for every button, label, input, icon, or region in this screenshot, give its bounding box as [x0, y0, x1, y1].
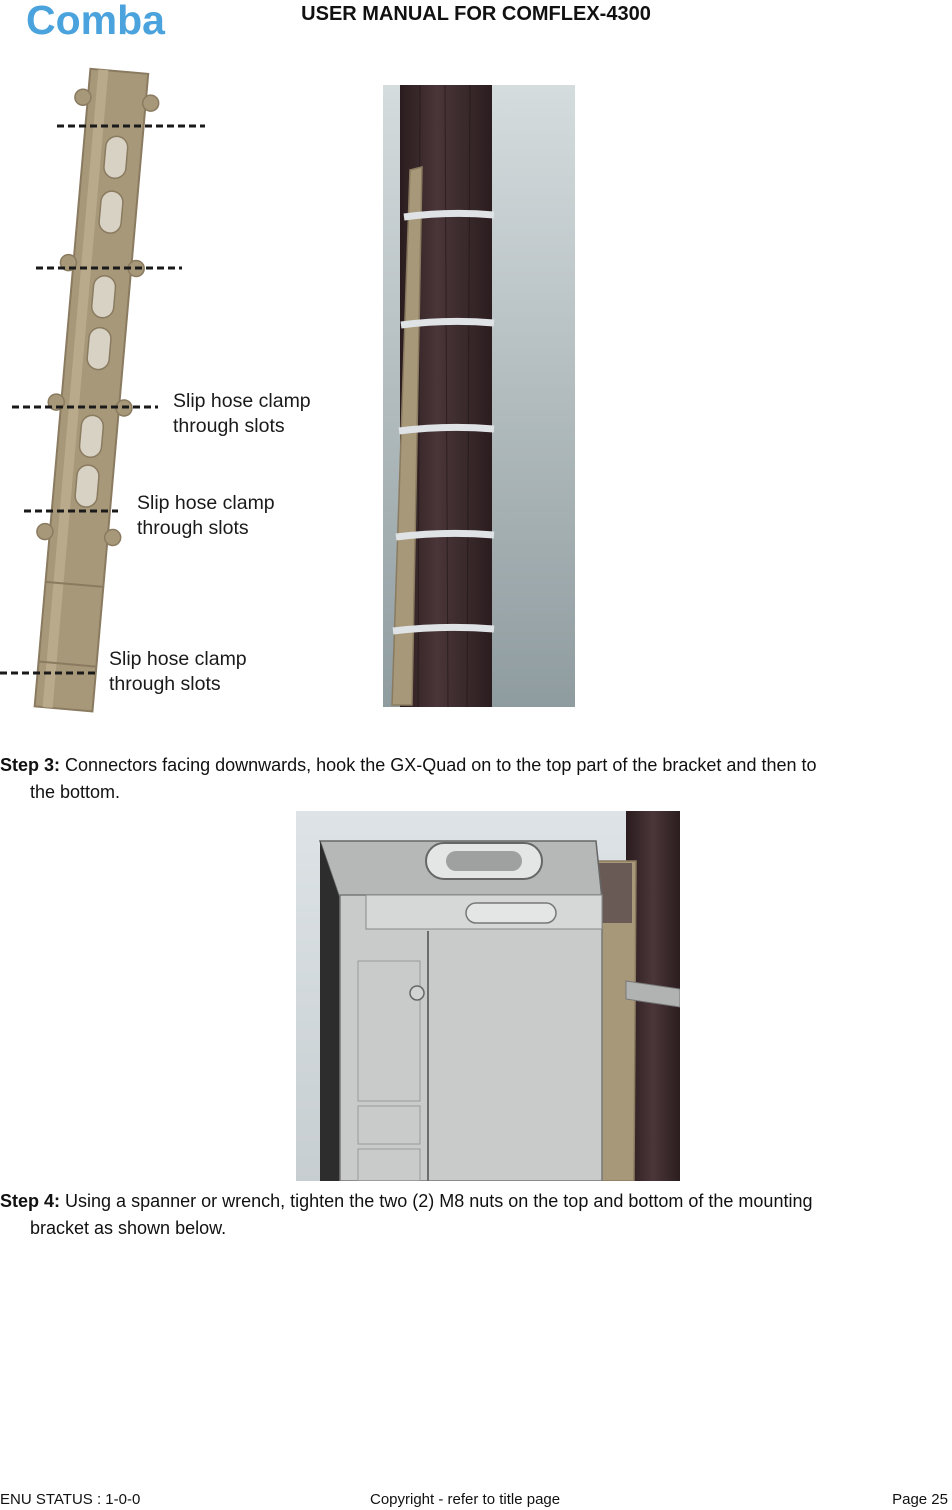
callout-3-line2: through slots: [109, 673, 221, 695]
step-4-label: Step 4:: [0, 1191, 61, 1211]
bracket-drawing: [22, 68, 161, 713]
enclosure-mounting-figure: [296, 811, 680, 1181]
bracket-mounting-figure: [0, 65, 600, 715]
document-title: USER MANUAL FOR COMFLEX-4300: [301, 3, 651, 25]
callout-2-line2: through slots: [137, 517, 249, 539]
footer-copyright: Copyright - refer to title page: [370, 1491, 561, 1508]
step-3: [0, 752, 948, 806]
step-4: [0, 1188, 948, 1242]
footer-page-number: Page 25: [892, 1491, 948, 1508]
footer-status: ENU STATUS : 1-0-0: [0, 1491, 141, 1508]
step-4-text-cont: bracket as shown below.: [30, 1218, 227, 1238]
callout-2-line1: Slip hose clamp: [137, 492, 275, 514]
callout-3-line1: Slip hose clamp: [109, 648, 247, 670]
callout-1-line2: through slots: [173, 415, 285, 437]
callout-1-line1: Slip hose clamp: [173, 390, 311, 412]
step-4-text: Using a spanner or wrench, tighten the two (2) M8 nuts on the top and bottom of the mounting: [65, 1191, 813, 1211]
step-3-text: Connectors facing downwards, hook the GX-Quad on to the top part of the bracket and then to: [65, 755, 817, 775]
step-3-text-cont: the bottom.: [30, 782, 121, 802]
svg-text:Comba: Comba: [26, 0, 165, 42]
step-3-label: Step 3:: [0, 755, 61, 775]
pole-photo: [383, 85, 575, 707]
